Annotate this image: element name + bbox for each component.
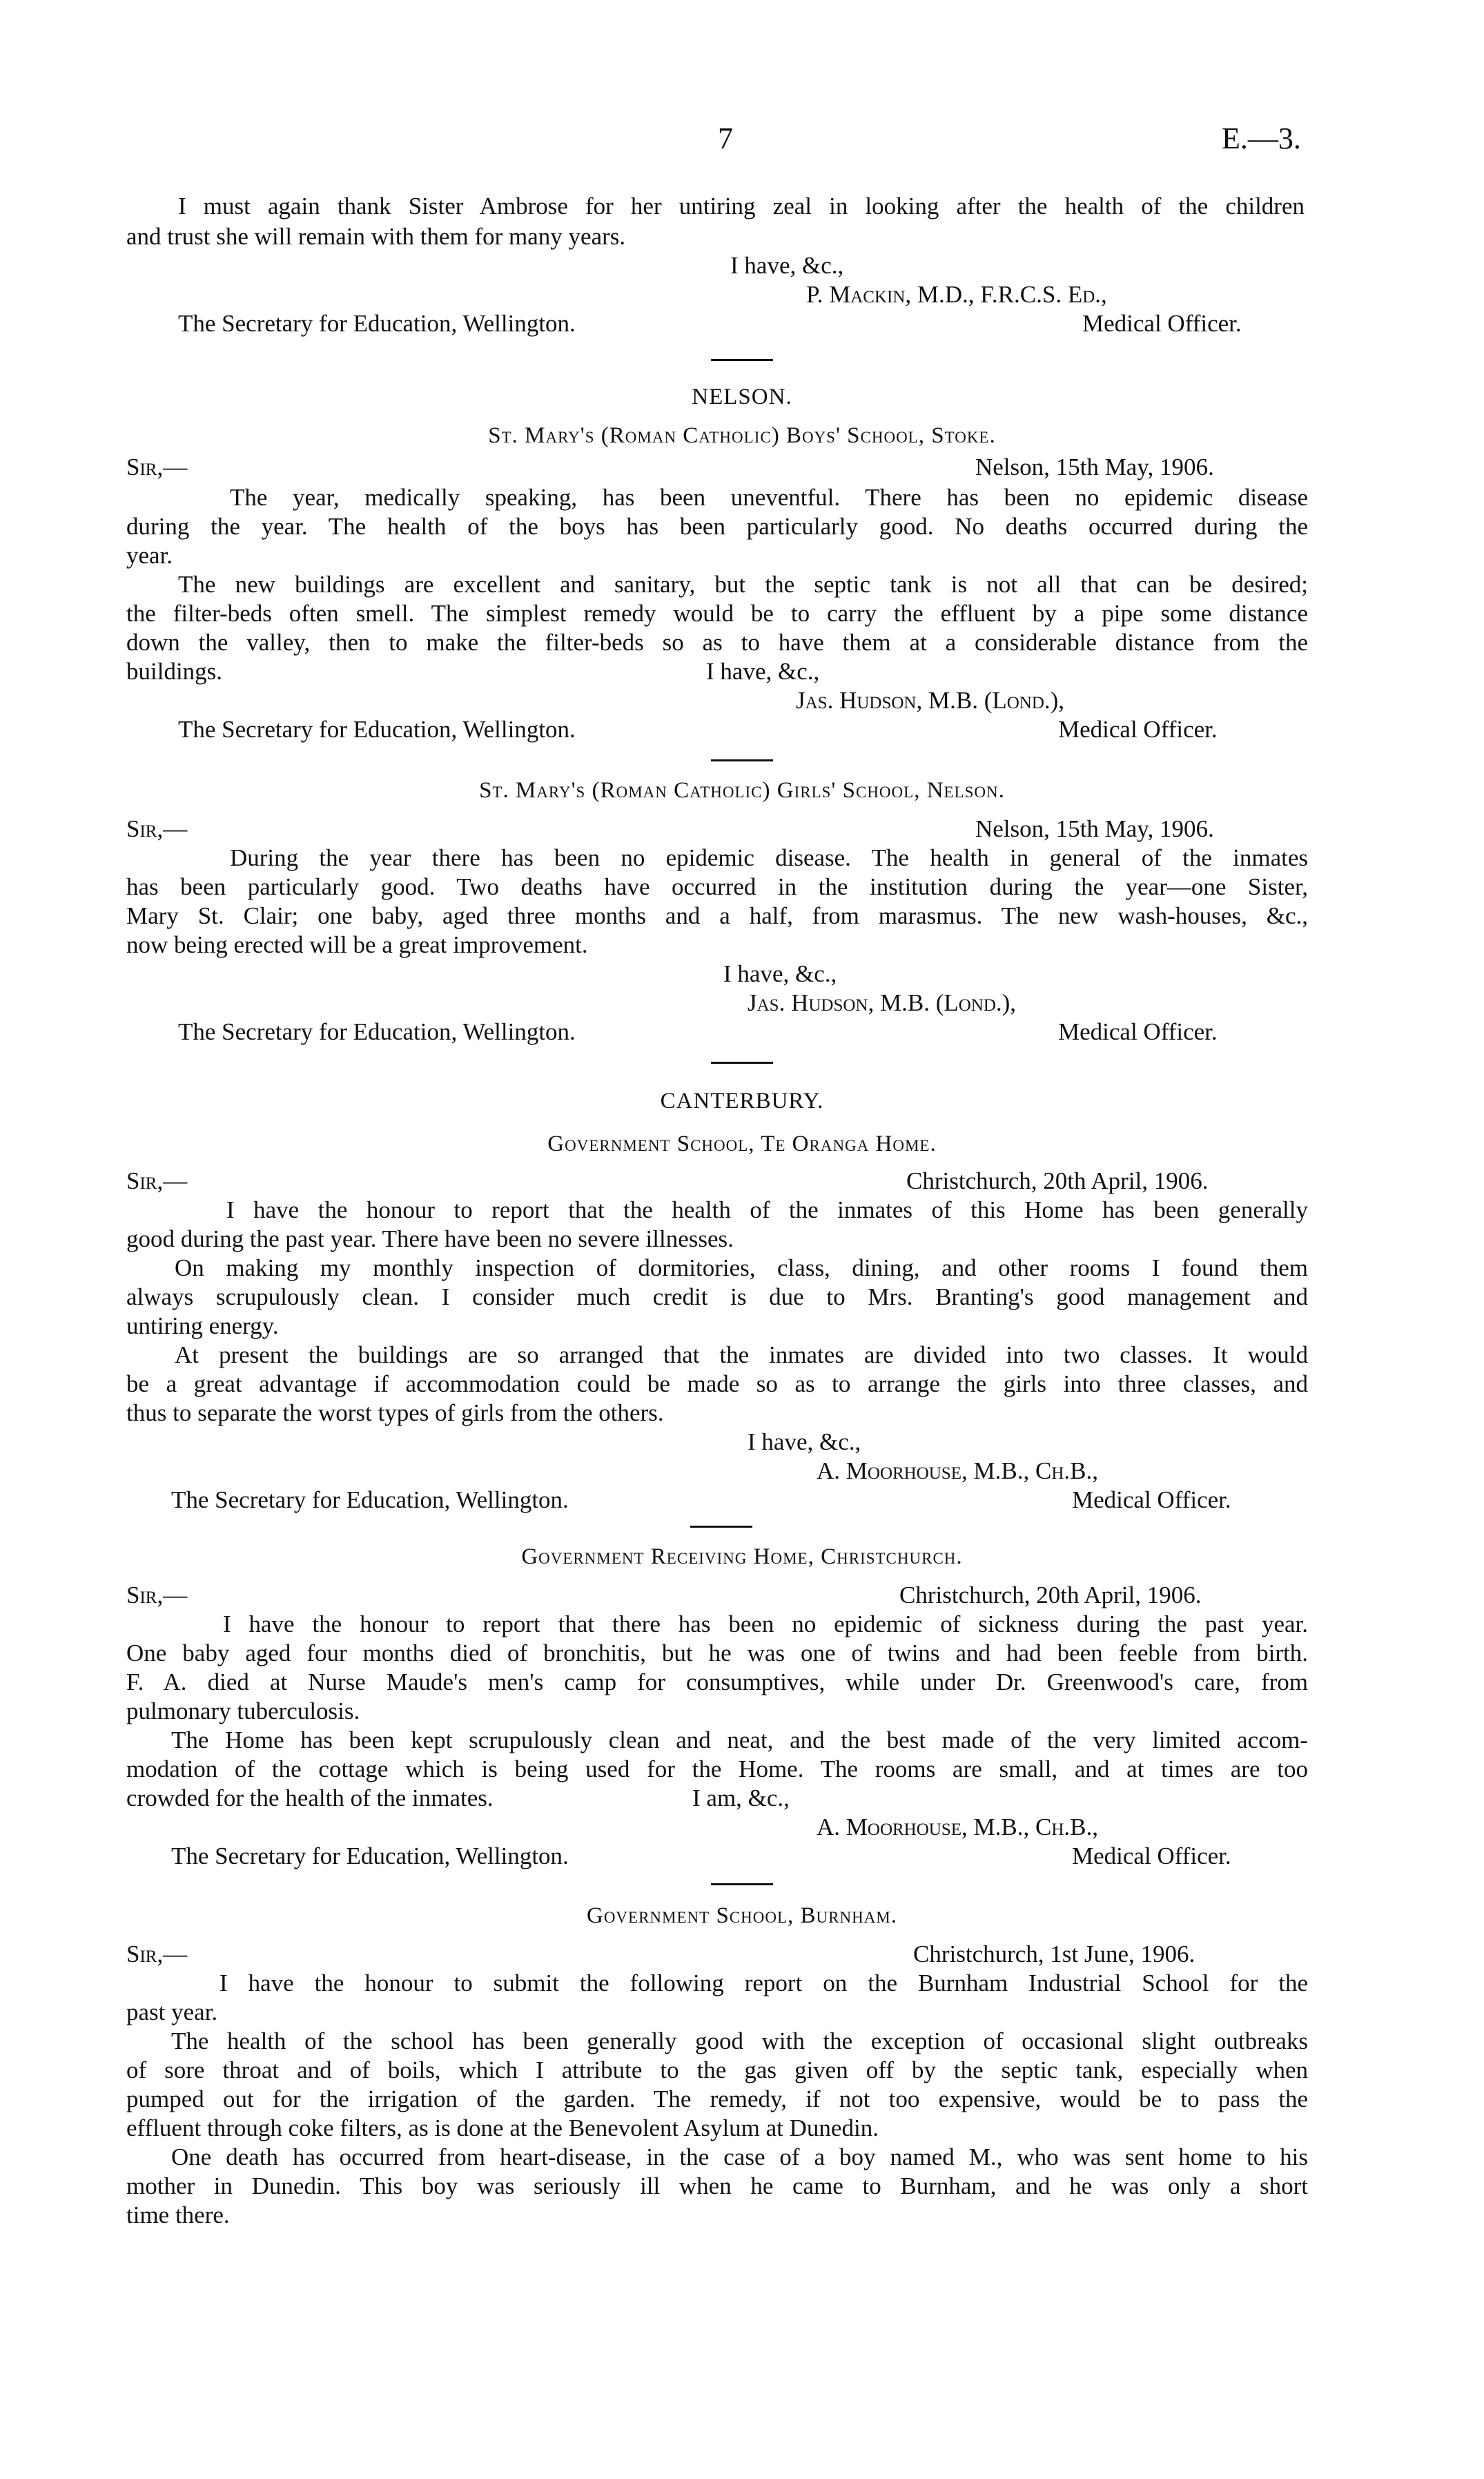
salutation: Sir,— xyxy=(126,1941,188,1967)
salutation: Sir,— xyxy=(126,1582,188,1608)
body-line: pumped out for the irrigation of the garden. The remedy, if not too expensive, would be to pass the xyxy=(126,2086,1308,2112)
body-line: past year. xyxy=(126,1999,218,2025)
officer-title: Medical Officer. xyxy=(1072,1843,1231,1869)
section-rule xyxy=(711,1883,773,1885)
body-line: F. A. died at Nurse Maude's men's camp for consumptives, while under Dr. Greenwood's care, from xyxy=(126,1669,1308,1695)
page-number: 7 xyxy=(718,121,733,155)
body-line: effluent through coke filters, as is done at the Benevolent Asylum at Dunedin. xyxy=(126,2115,879,2141)
body-line: modation of the cottage which is being used for the Home. The rooms are small, and at times are too xyxy=(126,1756,1308,1782)
officer-title: Medical Officer. xyxy=(1058,716,1218,743)
officer-title: Medical Officer. xyxy=(1072,1486,1231,1513)
body-line: untiring energy. xyxy=(126,1312,279,1339)
body-line: good during the past year. There have been no severe illnesses. xyxy=(126,1225,734,1252)
officer-title: Medical Officer. xyxy=(1082,310,1242,337)
body-line: I have the honour to submit the following report on the Burnham Industrial School for the xyxy=(219,1970,1308,1996)
section-heading: Government Receiving Home, Christchurch. xyxy=(521,1544,963,1569)
body-line: now being erected will be a great improvement. xyxy=(126,931,588,958)
body-line: down the valley, then to make the filter-beds so as to have them at a considerable distance from the xyxy=(126,629,1308,656)
body-line: pulmonary tuberculosis. xyxy=(126,1698,360,1724)
body-line: has been particularly good. Two deaths have occurred in the institution during the year—one Sister, xyxy=(126,873,1308,900)
salutation: Sir,— xyxy=(126,454,188,480)
officer-title: Medical Officer. xyxy=(1058,1018,1218,1045)
body-line: During the year there has been no epidemic disease. The health in general of the inmates xyxy=(230,844,1308,871)
section-heading: Government School, Te Oranga Home. xyxy=(547,1131,937,1156)
body-line: The health of the school has been generally good with the exception of occasional slight outbreaks xyxy=(171,2028,1308,2054)
section-rule xyxy=(711,359,773,361)
section-heading: St. Mary's (Roman Catholic) Boys' School, Stoke. xyxy=(488,423,996,448)
dateline: Christchurch, 20th April, 1906. xyxy=(906,1167,1209,1194)
section-heading: Government School, Burnham. xyxy=(586,1903,898,1928)
body-line: I have the honour to report that there has been no epidemic of sickness during the past year. xyxy=(223,1611,1308,1637)
dateline: Christchurch, 20th April, 1906. xyxy=(899,1582,1202,1608)
body-line: I have the honour to report that the health of the inmates of this Home has been generally xyxy=(226,1196,1308,1223)
region-heading: NELSON. xyxy=(692,385,792,409)
closing: I have, &c., xyxy=(706,658,820,685)
body-line: The year, medically speaking, has been uneventful. There has been no epidemic disease xyxy=(230,484,1308,511)
dateline: Christchurch, 1st June, 1906. xyxy=(913,1941,1195,1967)
section-heading: St. Mary's (Roman Catholic) Girls' School, Nelson. xyxy=(479,778,1005,803)
body-line: be a great advantage if accommodation could be made so as to arrange the girls into three classes, and xyxy=(126,1370,1308,1397)
section-rule xyxy=(711,759,773,761)
dateline: Nelson, 15th May, 1906. xyxy=(975,815,1214,842)
body-line: On making my monthly inspection of dormitories, class, dining, and other rooms I found them xyxy=(175,1254,1308,1281)
salutation: Sir,— xyxy=(126,1167,188,1194)
addressee: The Secretary for Education, Wellington. xyxy=(178,310,576,337)
body-line: One baby aged four months died of bronchitis, but he was one of twins and had been feeble from birth. xyxy=(126,1640,1308,1666)
body-line: crowded for the health of the inmates. xyxy=(126,1785,494,1811)
body-line: The Home has been kept scrupulously clean and neat, and the best made of the very limited accom- xyxy=(171,1727,1308,1753)
body-line: One death has occurred from heart-disease, in the case of a boy named M., who was sent home to his xyxy=(171,2143,1308,2170)
document-reference: E.—3. xyxy=(1222,121,1301,155)
addressee: The Secretary for Education, Wellington. xyxy=(178,1018,576,1045)
region-heading: CANTERBURY. xyxy=(660,1089,824,1114)
body-line: and trust she will remain with them for many years. xyxy=(126,223,626,250)
addressee: The Secretary for Education, Wellington. xyxy=(178,716,576,743)
addressee: The Secretary for Education, Wellington. xyxy=(171,1843,569,1869)
signature: P. Mackin, M.D., F.R.C.S. Ed., xyxy=(806,281,1107,308)
addressee: The Secretary for Education, Wellington. xyxy=(171,1486,569,1513)
salutation: Sir,— xyxy=(126,815,188,842)
body-line: time there. xyxy=(126,2201,230,2228)
body-line: year. xyxy=(126,542,173,569)
closing: I have, &c., xyxy=(730,252,844,279)
body-line: I must again thank Sister Ambrose for her untiring zeal in looking after the health of the children xyxy=(178,193,1305,220)
body-line: At present the buildings are so arranged that the inmates are divided into two classes. It would xyxy=(175,1341,1308,1368)
body-line: of sore throat and of boils, which I attribute to the gas given off by the septic tank, especially when xyxy=(126,2057,1308,2083)
body-line: buildings. xyxy=(126,658,223,685)
body-line: during the year. The health of the boys has been particularly good. No deaths occurred during the xyxy=(126,513,1308,540)
body-line: always scrupulously clean. I consider much credit is due to Mrs. Branting's good management and xyxy=(126,1283,1308,1310)
section-rule xyxy=(690,1526,752,1528)
body-line: The new buildings are excellent and sanitary, but the septic tank is not all that can be desired; xyxy=(178,571,1308,598)
signature: Jas. Hudson, M.B. (Lond.), xyxy=(748,989,1017,1016)
body-line: the filter-beds often smell. The simplest remedy would be to carry the effluent by a pipe some distance xyxy=(126,600,1308,627)
body-line: Mary St. Clair; one baby, aged three months and a half, from marasmus. The new wash-houses, &c., xyxy=(126,902,1308,929)
closing: I have, &c., xyxy=(748,1428,861,1455)
signature: A. Moorhouse, M.B., Ch.B., xyxy=(817,1814,1098,1840)
closing: I have, &c., xyxy=(723,960,837,987)
section-rule xyxy=(711,1062,773,1064)
body-line: thus to separate the worst types of girls from the others. xyxy=(126,1399,664,1426)
body-line: mother in Dunedin. This boy was seriously ill when he came to Burnham, and he was only a short xyxy=(126,2172,1308,2199)
dateline: Nelson, 15th May, 1906. xyxy=(975,454,1214,480)
signature: A. Moorhouse, M.B., Ch.B., xyxy=(817,1457,1098,1484)
signature: Jas. Hudson, M.B. (Lond.), xyxy=(796,687,1065,714)
closing: I am, &c., xyxy=(692,1785,790,1811)
